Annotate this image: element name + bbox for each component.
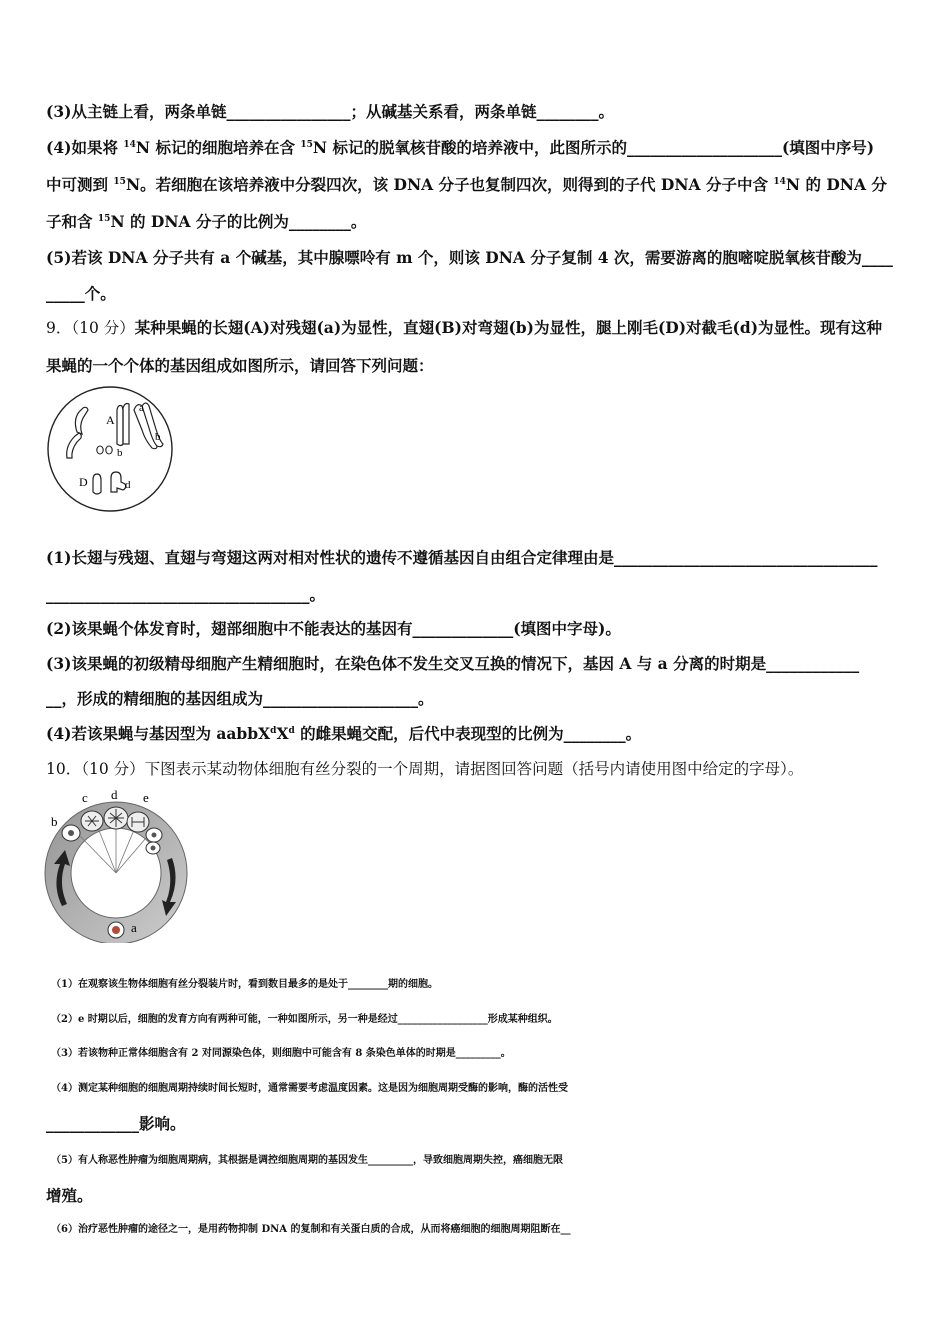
- q9-part3-line1: (3)该果蝇的初级精母细胞产生精细胞时，在染色体不发生交叉互换的情况下，基因 A 与 a 分离的时期是____________: [46, 654, 860, 673]
- q9-title-line2: 果蝇的一个个体的基因组成如图所示，请回答下列问题：: [46, 356, 434, 375]
- label-d: d: [125, 479, 131, 491]
- label-d: d: [111, 788, 118, 802]
- q9-part4: (4)若该果蝇与基因型为 $aabbX^dX^d$ 的雌果蝇交配，后代中表现型的比例为________。: [46, 724, 642, 743]
- label-b: b: [51, 814, 58, 829]
- chromosome-A: [117, 406, 123, 446]
- q9-part3-line2: __，形成的精细胞的基因组成为____________________。: [46, 689, 434, 708]
- chromosome-A-sister: [123, 404, 129, 445]
- q8-part4-line3: 子和含 $^{15}$N 的 DNA 分子的比例为________。: [46, 212, 367, 231]
- small-chromosome-2: [106, 446, 112, 454]
- cell-b-nucleus: [68, 830, 74, 836]
- cell-telophase-1-nucleus: [152, 833, 157, 838]
- q10-title: 10．（10 分）下图表示某动物体细胞有丝分裂的一个周期，请据图回答问题（括号内请使用图中给定的字母）。: [46, 760, 804, 778]
- q9-title-line1: 9．（10 分）某种果蝇的长翅(A)对残翅(a)为显性，直翅(B)对弯翅(b)为显性，腿上刚毛(D)对截毛(d)为显性。现有这种: [46, 318, 883, 337]
- label-b-2: b: [117, 447, 123, 459]
- q10-part5-line1: （5）有人称恶性肿瘤为细胞周期病，其根据是调控细胞周期的基因发生_________，导致细胞周期失控，癌细胞无限: [51, 1155, 563, 1166]
- chromosome-2: [67, 433, 82, 458]
- q8-part4-line2: 中可测到 $^{15}$N。若细胞在该培养液中分裂四次，该 DNA 分子也复制四次，则得到的子代 DNA 分子中含 $^{14}$N 的 DNA 分: [46, 175, 887, 194]
- q10-part5-line2: 增殖。: [46, 1186, 93, 1205]
- q9-part1-line1: (1)长翅与残翅、直翅与弯翅这两对相对性状的遗传不遵循基因自由组合定律理由是__________________________________: [46, 548, 878, 567]
- q10-part3: （3）若该物种正常体细胞含有 2 对同源染色体，则细胞中可能含有 8 条染色单体的时期是_________。: [51, 1048, 511, 1059]
- chromosome-X-D: [93, 474, 101, 494]
- q10-part4-line2: ____________影响。: [46, 1114, 186, 1133]
- q8-part4-line1: (4)如果将 $^{14}$N 标记的细胞培养在含 $^{15}$N 标记的脱氧核苷酸的培养液中，此图所示的____________________(填图中序号): [46, 138, 875, 157]
- q9-part1-line2: __________________________________。: [46, 585, 326, 604]
- q8-part5-line2: _____个。: [46, 284, 116, 303]
- q8-part3: (3)从主链上看，两条单链________________；从碱基关系看，两条单链________。: [46, 102, 614, 121]
- label-a: a: [139, 402, 144, 414]
- chromosome-figure: [45, 384, 175, 514]
- q10-part4-line1: （4）测定某种细胞的细胞周期持续时间长短时，通常需要考虑温度因素。这是因为细胞周期受酶的影响，酶的活性受: [51, 1083, 568, 1094]
- q9-number: 9．（10 分）: [46, 319, 135, 337]
- cell-telophase-2-nucleus: [151, 846, 156, 851]
- small-chromosome-1: [97, 446, 103, 454]
- label-A: A: [106, 413, 115, 427]
- q10-part6: （6）治疗恶性肿瘤的途径之一，是用药物抑制 DNA 的复制和有关蛋白质的合成，从而将癌细胞的细胞周期阻断在__: [51, 1224, 571, 1235]
- cell-a-nucleus: [112, 926, 120, 934]
- cell-cycle-figure: [40, 788, 190, 943]
- q9-part2: (2)该果蝇个体发育时，翅部细胞中不能表达的基因有_____________(填图中字母)。: [46, 619, 621, 638]
- label-e: e: [143, 790, 149, 805]
- label-b-1: b: [155, 431, 161, 443]
- label-c: c: [82, 790, 88, 805]
- q10-part2: （2）e 时期以后，细胞的发育方向有两种可能，一种如图所示，另一种是经过__________________形成某种组织。: [51, 1014, 558, 1025]
- chromosome-a: [134, 405, 157, 449]
- chromosome-1: [75, 407, 88, 434]
- chromosome-Y-d: [111, 472, 126, 492]
- label-a: a: [131, 920, 137, 935]
- q10-part1: （1）在观察该生物体细胞有丝分裂装片时，看到数目最多的是处于________期的细胞。: [51, 979, 438, 990]
- label-D: D: [79, 475, 88, 489]
- q8-part5-line1: (5)若该 DNA 分子共有 a 个碱基，其中腺嘌呤有 m 个，则该 DNA 分子复制 4 次，需要游离的胞嘧啶脱氧核苷酸为____: [46, 248, 893, 267]
